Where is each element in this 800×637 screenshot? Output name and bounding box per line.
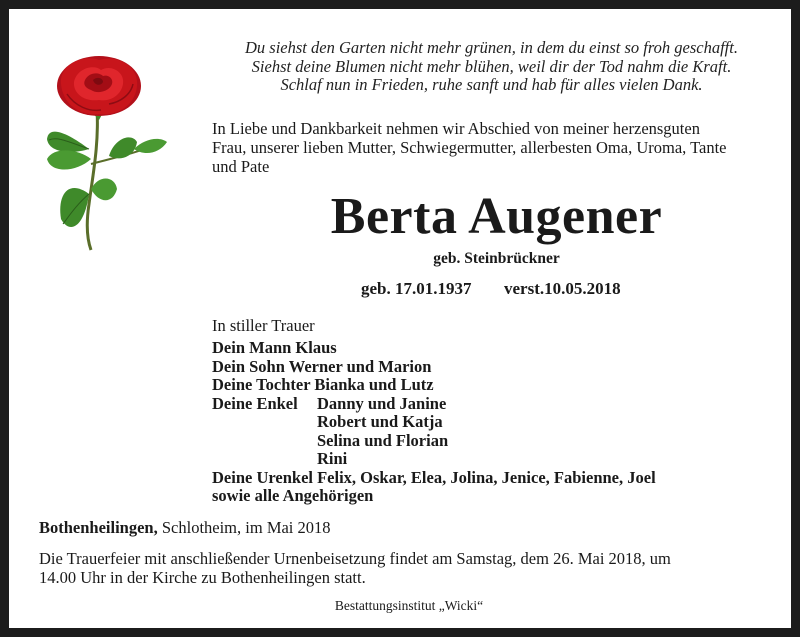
grandchild-entry: Selina und Florian: [317, 430, 449, 450]
mourner-great-grandchildren: Deine Urenkel Felix, Oskar, Elea, Jolina, Jenice, Fabienne, Joel: [212, 467, 656, 487]
farewell-intro: [212, 119, 784, 176]
mourner-son: Dein Sohn Werner und Marion: [212, 356, 432, 376]
mourning-heading: In stiller Trauer: [212, 316, 315, 335]
red-rose-icon: [39, 54, 174, 254]
place-date-rest: Schlotheim, im Mai 2018: [157, 518, 331, 537]
intro-line: Frau, unserer lieben Mutter, Schwiegermutter, allerbesten Oma, Uroma, Tante: [212, 138, 727, 157]
grandchild-entry: Rini: [317, 449, 348, 468]
death-date: verst.10.05.2018: [504, 279, 621, 298]
intro-line: In Liebe und Dankbarkeit nehmen wir Abschied von meiner herzensguten: [212, 119, 700, 138]
place-name: Bothenheilingen,: [39, 518, 158, 537]
memorial-poem: [199, 39, 784, 95]
mourners-list: [212, 339, 656, 506]
grandchildren-label: Deine Enkel: [212, 393, 298, 413]
undertaker-name: Bestattungsinstitut „Wicki“: [334, 598, 484, 613]
poem-line: Schlaf nun in Frieden, ruhe sanft und hab für alles vielen Dank.: [280, 75, 703, 94]
grandchild-entry: Danny und Janine: [317, 393, 447, 413]
mourner-daughter: Deine Tochter Bianka und Lutz: [212, 375, 434, 394]
place-date: [39, 518, 331, 538]
birth-date: geb. 17.01.1937: [361, 279, 472, 298]
deceased-name: Berta Augener: [330, 188, 663, 245]
maiden-name: geb. Steinbrückner: [433, 250, 560, 267]
poem-line: Du siehst den Garten nicht mehr grünen, in dem du einst so froh geschafft.: [245, 38, 738, 57]
poem-line: Siehst deine Blumen nicht mehr blühen, weil dir der Tod nahm die Kraft.: [251, 56, 732, 76]
ceremony-line: Die Trauerfeier mit anschließender Urnenbeisetzung findet am Samstag, dem 26. Mai 2018, um: [39, 549, 671, 568]
intro-line: und Pate: [212, 157, 270, 176]
ceremony-notice: [39, 549, 779, 587]
grandchild-entry: Robert und Katja: [317, 412, 443, 431]
ceremony-line: 14.00 Uhr in der Kirche zu Bothenheilingen statt.: [39, 568, 366, 587]
mourner-relatives: sowie alle Angehörigen: [212, 486, 374, 505]
mourner-husband: Dein Mann Klaus: [212, 338, 337, 357]
mourner-grandchildren: [212, 395, 656, 414]
